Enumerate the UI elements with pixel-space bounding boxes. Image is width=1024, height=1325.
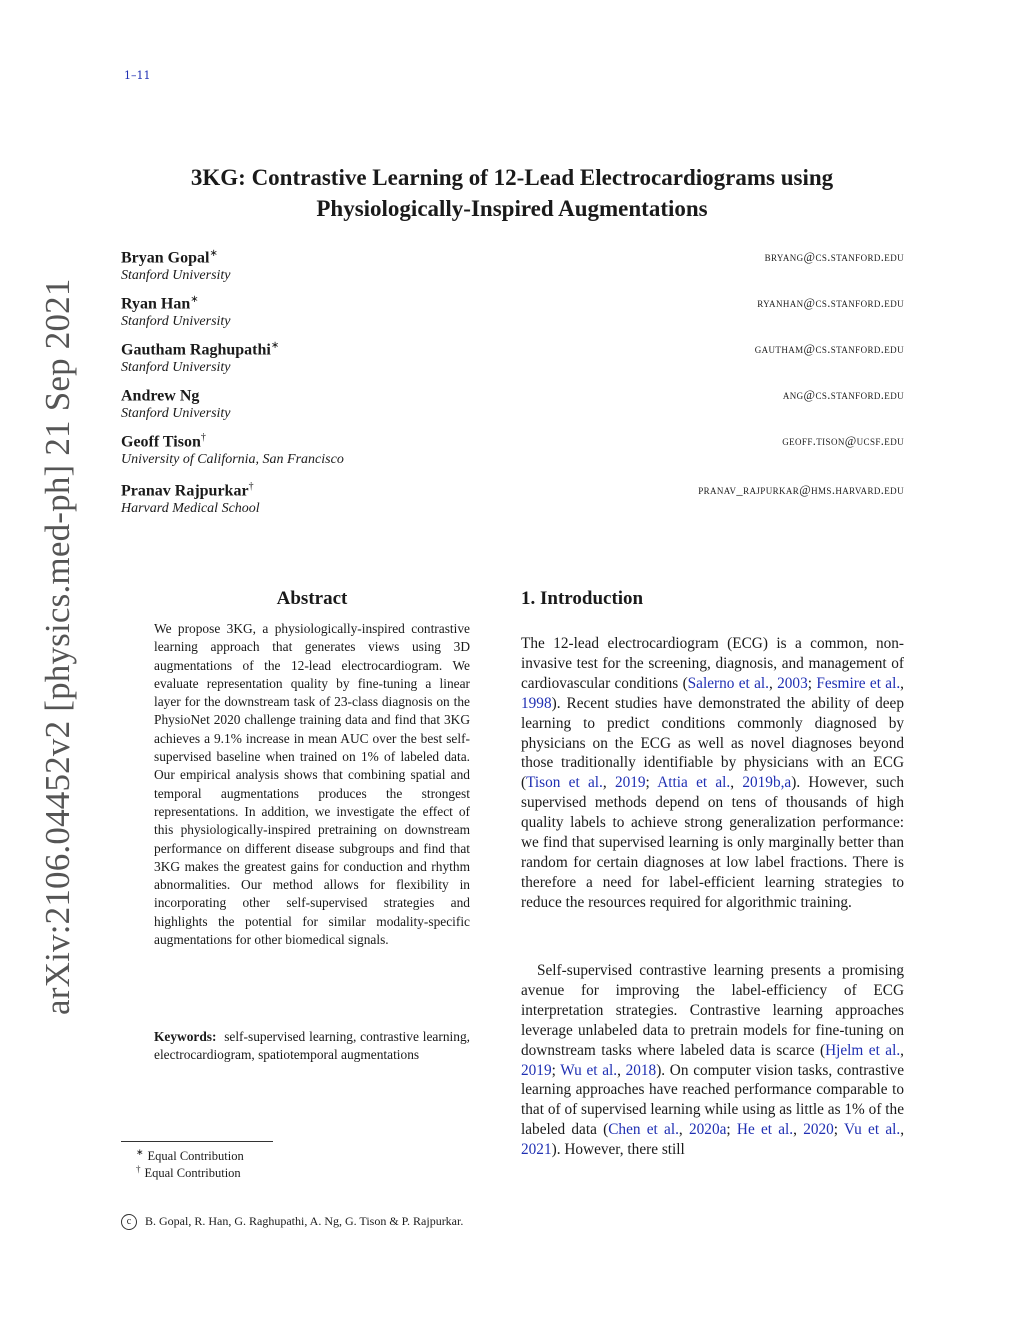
author-affiliation: Harvard Medical School: [121, 501, 260, 517]
keywords: [154, 1028, 470, 1065]
citation-link[interactable]: 2021: [521, 1141, 552, 1159]
author-affiliation: Stanford University: [121, 360, 231, 376]
author-affiliation: Stanford University: [121, 406, 231, 422]
citation-link[interactable]: 2020a: [689, 1121, 727, 1139]
copyright-icon: c: [121, 1214, 137, 1230]
author-affiliation: Stanford University: [121, 314, 231, 330]
citation-link[interactable]: 2020: [803, 1121, 834, 1139]
author-email: ang@cs.stanford.edu: [782, 388, 904, 402]
author-block: [121, 340, 904, 376]
author-block: [121, 481, 904, 517]
citation-link[interactable]: Hjelm et al.: [825, 1041, 901, 1059]
author-email: gautham@cs.stanford.edu: [754, 342, 904, 356]
citation-link[interactable]: Fesmire et al.: [816, 674, 901, 692]
citation-link[interactable]: 2003: [777, 674, 808, 692]
citation-link[interactable]: Chen et al.: [608, 1121, 679, 1139]
keywords-text: self-supervised learning, contrastive learning, electrocardiogram, spatiotemporal augmentations: [154, 1029, 470, 1063]
citation-link[interactable]: Tison et al.: [526, 774, 603, 792]
introduction-heading: 1. Introduction: [521, 588, 644, 609]
page-number[interactable]: 1–11: [124, 69, 151, 82]
author-name: Pranav Rajpurkar†: [121, 481, 254, 500]
citation-link[interactable]: 2019: [521, 1061, 552, 1079]
abstract-heading: Abstract: [276, 588, 348, 609]
author-email: geoff.tison@ucsf.edu: [782, 434, 904, 448]
author-block: [121, 386, 904, 422]
author-name: Bryan Gopal∗: [121, 248, 218, 267]
footnote: † Equal Contribution: [136, 1164, 241, 1181]
keywords-label: Keywords:: [154, 1029, 217, 1044]
footnote-rule: [121, 1141, 273, 1142]
author-affiliation: University of California, San Francisco: [121, 452, 344, 468]
citation-link[interactable]: 2019b,a: [742, 774, 792, 792]
citation-link[interactable]: Vu et al.: [844, 1121, 901, 1139]
paper-title: [100, 162, 924, 224]
author-email: bryang@cs.stanford.edu: [764, 250, 904, 264]
citation-link[interactable]: 2018: [625, 1061, 657, 1079]
author-email: ryanhan@cs.stanford.edu: [757, 296, 904, 310]
author-name: Geoff Tison†: [121, 432, 206, 451]
author-name: Gautham Raghupathi∗: [121, 340, 280, 359]
copyright-text: B. Gopal, R. Han, G. Raghupathi, A. Ng, G. Tison & P. Rajpurkar.: [145, 1214, 464, 1228]
author-affiliation: Stanford University: [121, 268, 231, 284]
intro-paragraph-1: The 12-lead electrocardiogram (ECG) is a common, non-invasive test for the screening, diagnosis, and management of cardiovascular conditions (Salerno et al., 2003; Fesmire et al., 1998). Recent studies have demonstrated the ability of deep learning to predict conditions commonly diagnosed by physicians on the ECG as well as novel diagnoses beyond those traditionally identifiable by physicians with an ECG (Tison et al., 2019; Attia et al., 2019b,a). However, such supervised methods depend on tens of thousands of high quality labels to achieve strong generalization performance: we find that supervised learning is only marginally better than random for certain diagnoses at low label fractions. There is therefore a need for label-efficient learning strategies to reduce the resources required for algorithmic training.: [521, 635, 904, 911]
author-name: Ryan Han∗: [121, 294, 199, 313]
footnote: ∗ Equal Contribution: [136, 1147, 244, 1164]
citation-link[interactable]: 1998: [521, 694, 552, 712]
citation-link[interactable]: Wu et al.: [560, 1061, 618, 1079]
author-block: [121, 248, 904, 284]
citation-link[interactable]: Attia et al.: [657, 774, 731, 792]
intro-paragraph-2: Self-supervised contrastive learning presents a promising avenue for improving the label-efficiency of ECG interpretation strategies. Contrastive learning approaches leverage unlabeled data to pretrain models for fine-tuning on downstream tasks where labeled data is scarce (Hjelm et al., 2019; Wu et al., 2018). On computer vision tasks, contrastive learning approaches have reached performance comparable to that of of supervised learning while using as little as 1% of the labeled data (Chen et al., 2020a; He et al., 2020; Vu et al., 2021). However, there still: [521, 962, 905, 1159]
title-line-1: 3KG: Contrastive Learning of 12-Lead Electrocardiograms using: [190, 165, 834, 190]
author-email: pranav_rajpurkar@hms.harvard.edu: [698, 483, 904, 497]
citation-link[interactable]: Salerno et al.: [687, 674, 769, 692]
citation-link[interactable]: He et al.: [736, 1121, 794, 1139]
author-name: Andrew Ng: [121, 387, 200, 405]
title-line-2: Physiologically-Inspired Augmentations: [316, 196, 708, 221]
arxiv-side-stamp: arXiv:2106.04452v2 [physics.med-ph] 21 Sep 2021: [38, 278, 77, 1015]
copyright-line: [121, 1214, 463, 1230]
citation-link[interactable]: 2019: [614, 774, 646, 792]
abstract-text: We propose 3KG, a physiologically-inspired contrastive learning approach that generates views using 3D augmentations of the 12-lead electrocardiogram. We evaluate representation quality by fine-tuning a linear layer for the downstream task of 23-class diagnosis on the PhysioNet 2020 challenge training data and find that 3KG achieves a 9.1% increase in mean AUC over the best self-supervised baseline when trained on 1% of labeled data. Our empirical analysis shows that combining spatial and temporal augmentations produces the strongest representations. In addition, we investigate the effect of this physiologically-inspired pretraining on downstream performance on different disease subgroups and find that 3KG makes the greatest gains for conduction and rhythm abnormalities. Our method allows for flexibility in incorporating other self-supervised strategies and highlights the potential for similar modality-specific augmentations for other biomedical signals.: [154, 621, 470, 948]
author-block: [121, 294, 904, 330]
author-block: [121, 432, 904, 468]
